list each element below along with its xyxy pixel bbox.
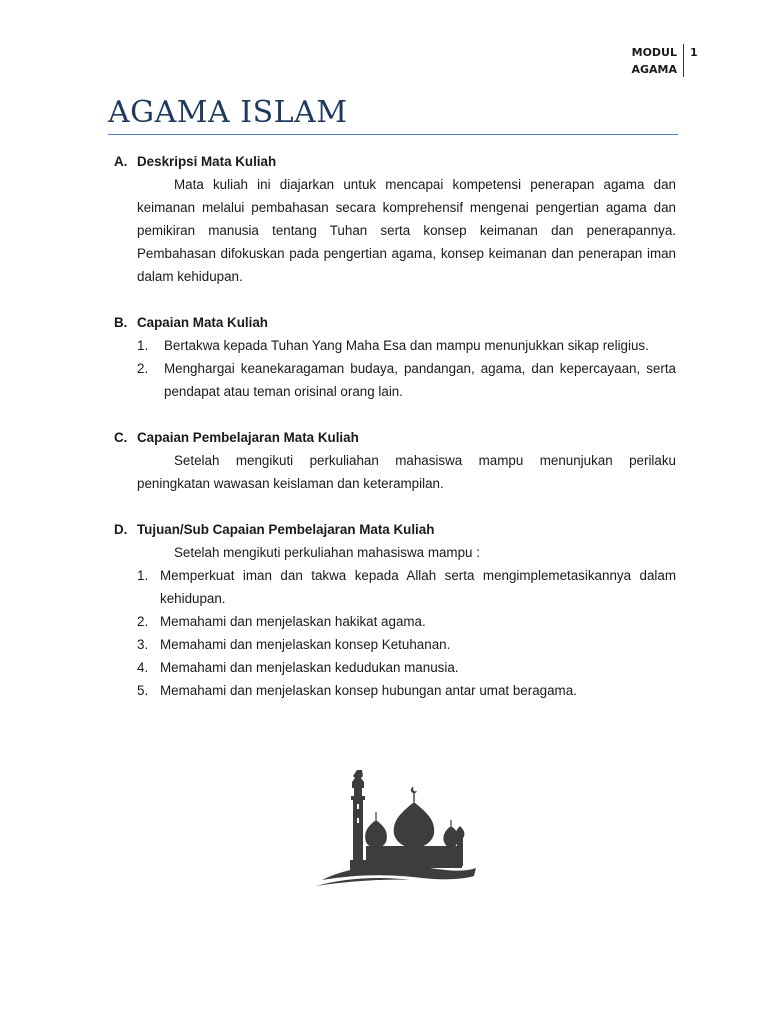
section-title: Capaian Mata Kuliah bbox=[137, 315, 268, 330]
list-item bbox=[137, 357, 676, 403]
section-heading bbox=[114, 426, 676, 449]
section-title: Tujuan/Sub Capaian Pembelajaran Mata Kuliah bbox=[137, 522, 435, 537]
title-underline bbox=[108, 134, 678, 135]
list-number: 4. bbox=[137, 660, 149, 675]
section-objectives bbox=[114, 518, 676, 702]
section-intro: Setelah mengikuti perkuliahan mahasiswa mampu : bbox=[174, 545, 480, 560]
list-item bbox=[137, 334, 676, 357]
list-item bbox=[137, 633, 676, 656]
list-item bbox=[137, 679, 676, 702]
list-text: Memahami dan menjelaskan kedudukan manusia. bbox=[160, 660, 459, 675]
list-text: Memahami dan menjelaskan konsep Ketuhanan. bbox=[160, 637, 451, 652]
list-number: 5. bbox=[137, 683, 149, 698]
module-label-line1: MODUL bbox=[631, 46, 677, 59]
page-header bbox=[600, 44, 700, 78]
numbered-list bbox=[137, 334, 676, 403]
list-item bbox=[137, 610, 676, 633]
section-letter: B. bbox=[114, 315, 128, 330]
document-body bbox=[114, 150, 676, 725]
list-text: Memahami dan menjelaskan konsep hubungan antar umat beragama. bbox=[160, 683, 577, 698]
list-number: 2. bbox=[137, 361, 149, 376]
list-number: 2. bbox=[137, 614, 149, 629]
section-heading bbox=[114, 518, 676, 541]
page-number: 1 bbox=[690, 46, 698, 59]
header-divider bbox=[683, 44, 684, 77]
list-item bbox=[137, 564, 676, 610]
page-title: AGAMA ISLAM bbox=[108, 95, 348, 130]
list-text: Memahami dan menjelaskan hakikat agama. bbox=[160, 614, 426, 629]
list-item bbox=[137, 656, 676, 679]
section-learning-outcomes bbox=[114, 426, 676, 495]
section-paragraph: Mata kuliah ini diajarkan untuk mencapai kompetensi penerapan agama dan keimanan melalui pembahasan secara komprehensif mengenai pengertian agama dan pemikiran manusia tentang Tuhan serta konsep keimanan dan penerapannya. Pembahasan difokuskan pada pengertian agama, konsep keimanan dan penerapan iman dalam kehidupan. bbox=[137, 177, 676, 284]
section-description bbox=[114, 150, 676, 288]
list-number: 1. bbox=[137, 568, 149, 583]
numbered-list bbox=[137, 564, 676, 702]
mosque-icon bbox=[310, 768, 480, 893]
list-text: Menghargai keanekaragaman budaya, pandangan, agama, dan kepercayaan, serta pendapat atau teman orisinal orang lain. bbox=[164, 361, 676, 399]
section-title: Capaian Pembelajaran Mata Kuliah bbox=[137, 430, 359, 445]
module-label bbox=[631, 44, 677, 78]
section-heading bbox=[114, 311, 676, 334]
section-paragraph: Setelah mengikuti perkuliahan mahasiswa mampu menunjukan perilaku peningkatan wawasan keislaman dan keterampilan. bbox=[137, 453, 676, 491]
list-text: Memperkuat iman dan takwa kepada Allah serta mengimplemetasikannya dalam kehidupan. bbox=[160, 568, 676, 606]
section-title: Deskripsi Mata Kuliah bbox=[137, 154, 277, 169]
section-letter: D. bbox=[114, 522, 128, 537]
section-letter: C. bbox=[114, 430, 128, 445]
section-course-outcomes bbox=[114, 311, 676, 403]
list-number: 3. bbox=[137, 637, 149, 652]
section-heading bbox=[114, 150, 676, 173]
module-label-line2: AGAMA bbox=[631, 63, 677, 76]
list-text: Bertakwa kepada Tuhan Yang Maha Esa dan mampu menunjukkan sikap religius. bbox=[164, 338, 649, 353]
section-letter: A. bbox=[114, 154, 128, 169]
list-number: 1. bbox=[137, 338, 149, 353]
